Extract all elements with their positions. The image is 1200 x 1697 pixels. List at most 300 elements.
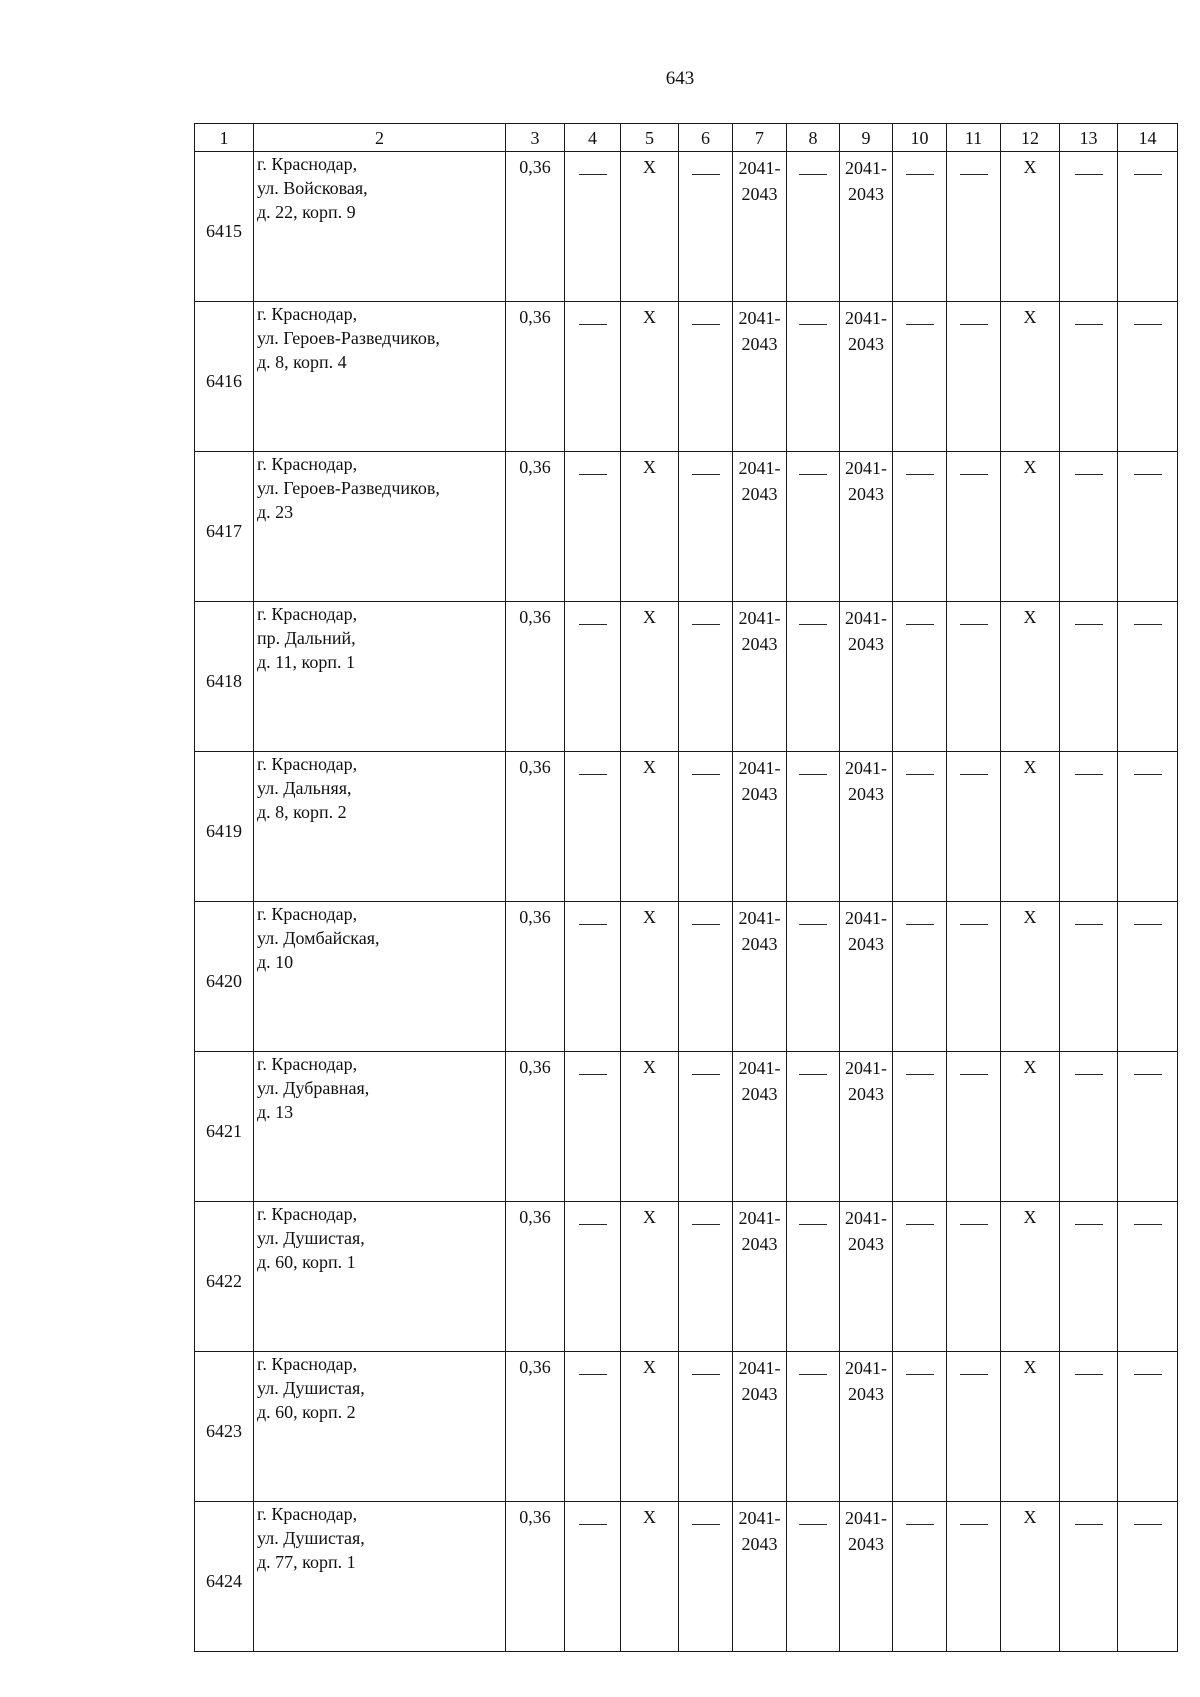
cell-c5: Х [621,902,679,1052]
dash-mark [579,624,607,626]
cell-c11 [947,452,1001,602]
cell-line: 2043 [848,484,884,504]
cell-line: 2043 [741,184,778,204]
cell-c4 [565,602,621,752]
cell-line: 2041- [845,758,887,778]
cell-c8 [787,1202,840,1352]
dash-mark [1134,624,1162,626]
cell-line: д. 60, корп. 2 [257,1402,356,1422]
dash-mark [1075,1224,1103,1226]
table-row [195,302,1178,452]
cell-line: ул. Домбайская, [257,928,380,948]
address-cell [254,1052,506,1202]
dash-mark [906,324,934,326]
column-header-14: 14 [1118,124,1178,152]
cell-line: г. Краснодар, [257,904,358,924]
cell-line: д. 8, корп. 2 [257,802,347,822]
cell-line: 2041- [738,1508,781,1528]
cell-c14 [1118,152,1178,302]
row-number [195,1202,254,1352]
cell-line: 2041- [738,758,781,778]
cell-c14 [1118,1202,1178,1352]
cell-c9-years [840,452,893,602]
cell-c7-years [733,1352,787,1502]
cell-c7-years [733,602,787,752]
cell-c7-years [733,1502,787,1652]
cell-line: 2041- [845,1208,887,1228]
cell-line: 2043 [848,334,884,354]
cell-line: 2041- [845,458,887,478]
cell-c8 [787,1502,840,1652]
cell-line: 2043 [741,634,778,654]
cell-c12: Х [1001,152,1060,302]
cell-c3: 0,36 [506,902,565,1052]
cell-line: ул. Душистая, [257,1528,365,1548]
cell-c3: 0,36 [506,152,565,302]
cell-c5: Х [621,1202,679,1352]
cell-line: ул. Героев-Разведчиков, [257,478,440,498]
column-header-6: 6 [679,124,733,152]
row-number-text: 6419 [206,820,242,841]
cell-c7-years [733,902,787,1052]
dash-mark [1134,1374,1162,1376]
dash-mark [960,474,988,476]
dash-mark [960,624,988,626]
dash-mark [960,1074,988,1076]
dash-mark [1134,1074,1162,1076]
dash-mark [1134,1224,1162,1226]
cell-line: 2041- [738,908,781,928]
cell-c14 [1118,1352,1178,1502]
dash-mark [1075,1074,1103,1076]
cell-c4 [565,1352,621,1502]
dash-mark [1134,474,1162,476]
cell-c14 [1118,1502,1178,1652]
column-header-8: 8 [787,124,840,152]
dash-mark [906,174,934,176]
cell-c5: Х [621,1052,679,1202]
cell-c11 [947,1202,1001,1352]
cell-line: ул. Дубравная, [257,1078,370,1098]
row-number-text: 6422 [206,1270,242,1291]
cell-c3: 0,36 [506,1052,565,1202]
cell-c7-years [733,1052,787,1202]
table-row [195,1352,1178,1502]
table-row [195,1052,1178,1202]
cell-c11 [947,1352,1001,1502]
cell-line: 2043 [848,1084,884,1104]
cell-line: 2041- [738,158,781,178]
dash-mark [692,1074,720,1076]
cell-c3: 0,36 [506,752,565,902]
cell-c7-years [733,1202,787,1352]
dash-mark [1075,1374,1103,1376]
cell-line: 2041- [845,908,887,928]
cell-line: г. Краснодар, [257,604,358,624]
row-number-text: 6416 [206,370,242,391]
column-header-11: 11 [947,124,1001,152]
cell-c11 [947,752,1001,902]
cell-c14 [1118,902,1178,1052]
cell-c5: Х [621,752,679,902]
cell-c13 [1060,152,1118,302]
cell-line: д. 77, корп. 1 [257,1552,356,1572]
cell-line: ул. Дальняя, [257,778,352,798]
cell-line: г. Краснодар, [257,1354,358,1374]
dash-mark [1075,324,1103,326]
cell-line: 2043 [741,1534,778,1554]
cell-line: г. Краснодар, [257,304,358,324]
cell-c8 [787,902,840,1052]
cell-c3: 0,36 [506,1202,565,1352]
cell-c10 [893,752,947,902]
cell-c11 [947,602,1001,752]
cell-line: ул. Душистая, [257,1228,365,1248]
dash-mark [692,1224,720,1226]
cell-c13 [1060,1202,1118,1352]
row-number-text: 6420 [206,970,242,991]
cell-c6 [679,752,733,902]
cell-c10 [893,152,947,302]
cell-line: 2043 [848,934,884,954]
cell-c3: 0,36 [506,1502,565,1652]
cell-line: 2043 [848,1234,884,1254]
cell-c9-years [840,1052,893,1202]
cell-line: 2043 [741,934,778,954]
cell-c9-years [840,1352,893,1502]
cell-line: 2043 [741,1234,778,1254]
cell-c14 [1118,302,1178,452]
cell-c13 [1060,1502,1118,1652]
cell-c6 [679,1052,733,1202]
row-number-text: 6423 [206,1420,242,1441]
cell-c5: Х [621,1502,679,1652]
dash-mark [692,474,720,476]
dash-mark [579,324,607,326]
cell-c12: Х [1001,1502,1060,1652]
column-header-1: 1 [195,124,254,152]
cell-c12: Х [1001,752,1060,902]
cell-c3: 0,36 [506,1352,565,1502]
address-cell [254,452,506,602]
cell-line: г. Краснодар, [257,754,358,774]
cell-line: 2041- [845,1508,887,1528]
cell-c6 [679,902,733,1052]
cell-c6 [679,302,733,452]
row-number-text: 6421 [206,1120,242,1141]
dash-mark [1134,324,1162,326]
cell-line: д. 11, корп. 1 [257,652,355,672]
row-number-text: 6424 [206,1570,242,1591]
column-header-7: 7 [733,124,787,152]
cell-line: пр. Дальний, [257,628,356,648]
cell-c13 [1060,902,1118,1052]
dash-mark [579,774,607,776]
column-header-9: 9 [840,124,893,152]
cell-c4 [565,1202,621,1352]
cell-c3: 0,36 [506,302,565,452]
cell-line: 2043 [848,634,884,654]
cell-c11 [947,1052,1001,1202]
dash-mark [906,1224,934,1226]
address-cell [254,1202,506,1352]
cell-line: г. Краснодар, [257,1204,358,1224]
cell-c13 [1060,602,1118,752]
row-number-text: 6418 [206,670,242,691]
address-cell [254,602,506,752]
dash-mark [579,924,607,926]
column-header-10: 10 [893,124,947,152]
dash-mark [1075,174,1103,176]
column-header-3: 3 [506,124,565,152]
cell-c5: Х [621,602,679,752]
address-cell [254,1502,506,1652]
row-number [195,602,254,752]
row-number-text: 6417 [206,520,242,541]
cell-line: 2043 [741,784,778,804]
dash-mark [579,1074,607,1076]
cell-c7-years [733,752,787,902]
dash-mark [579,1374,607,1376]
row-number [195,752,254,902]
address-cell [254,902,506,1052]
table-row [195,152,1178,302]
page-number: 643 [665,68,695,89]
cell-c10 [893,302,947,452]
cell-c12: Х [1001,1052,1060,1202]
cell-line: 2041- [738,1058,781,1078]
cell-c4 [565,752,621,902]
dash-mark [579,1224,607,1226]
cell-c5: Х [621,1352,679,1502]
cell-line: 2041- [738,1358,781,1378]
cell-c7-years [733,452,787,602]
cell-c12: Х [1001,1352,1060,1502]
cell-line: г. Краснодар, [257,154,358,174]
cell-c6 [679,452,733,602]
cell-c10 [893,1052,947,1202]
dash-mark [579,174,607,176]
cell-c9-years [840,1202,893,1352]
cell-c13 [1060,1352,1118,1502]
dash-mark [1075,474,1103,476]
cell-c14 [1118,1052,1178,1202]
dash-mark [692,174,720,176]
cell-line: 2041- [845,1058,887,1078]
dash-mark [906,924,934,926]
cell-c5: Х [621,452,679,602]
cell-line: 2041- [845,158,887,178]
cell-line: 2041- [845,608,887,628]
cell-c12: Х [1001,302,1060,452]
dash-mark [799,1374,827,1376]
cell-c13 [1060,1052,1118,1202]
cell-c8 [787,152,840,302]
register-table [194,123,1178,1652]
dash-mark [1075,774,1103,776]
cell-line: д. 23 [257,502,294,522]
column-header-4: 4 [565,124,621,152]
dash-mark [799,774,827,776]
dash-mark [799,1524,827,1526]
cell-line: д. 10 [257,952,294,972]
cell-c4 [565,1052,621,1202]
cell-c8 [787,452,840,602]
dash-mark [692,324,720,326]
cell-line: 2043 [848,784,884,804]
cell-line: 2043 [741,1384,778,1404]
cell-c12: Х [1001,1202,1060,1352]
dash-mark [906,474,934,476]
dash-mark [906,774,934,776]
dash-mark [960,324,988,326]
dash-mark [960,774,988,776]
cell-c9-years [840,302,893,452]
cell-line: 2041- [845,308,887,328]
cell-line: 2043 [741,334,778,354]
cell-line: 2043 [848,1384,884,1404]
dash-mark [960,1374,988,1376]
table-row [195,1202,1178,1352]
cell-c7-years [733,302,787,452]
dash-mark [692,924,720,926]
dash-mark [906,1374,934,1376]
cell-line: д. 8, корп. 4 [257,352,347,372]
cell-line: 2041- [738,458,781,478]
cell-c13 [1060,752,1118,902]
cell-c11 [947,1502,1001,1652]
dash-mark [579,474,607,476]
dash-mark [1134,924,1162,926]
cell-c10 [893,1352,947,1502]
cell-line: д. 60, корп. 1 [257,1252,356,1272]
column-header-2: 2 [254,124,506,152]
dash-mark [692,1524,720,1526]
cell-c14 [1118,452,1178,602]
cell-line: г. Краснодар, [257,1504,358,1524]
cell-c3: 0,36 [506,602,565,752]
cell-c11 [947,152,1001,302]
cell-c5: Х [621,152,679,302]
cell-c4 [565,452,621,602]
dash-mark [1075,1524,1103,1526]
dash-mark [1075,624,1103,626]
cell-line: 2041- [738,308,781,328]
cell-line: г. Краснодар, [257,1054,358,1074]
cell-c13 [1060,302,1118,452]
cell-c8 [787,1052,840,1202]
cell-c9-years [840,152,893,302]
dash-mark [799,624,827,626]
column-header-5: 5 [621,124,679,152]
cell-c12: Х [1001,452,1060,602]
cell-c10 [893,602,947,752]
cell-c8 [787,1352,840,1502]
cell-c12: Х [1001,602,1060,752]
cell-c9-years [840,602,893,752]
dash-mark [692,774,720,776]
cell-line: д. 22, корп. 9 [257,202,356,222]
row-number [195,452,254,602]
row-number [195,302,254,452]
cell-c14 [1118,752,1178,902]
table-row [195,452,1178,602]
header-row [195,124,1178,152]
table-row [195,602,1178,752]
column-header-12: 12 [1001,124,1060,152]
address-cell [254,302,506,452]
cell-c10 [893,1202,947,1352]
cell-c6 [679,1202,733,1352]
dash-mark [799,924,827,926]
dash-mark [1134,1524,1162,1526]
dash-mark [799,1074,827,1076]
cell-c4 [565,1502,621,1652]
cell-c6 [679,1502,733,1652]
cell-c8 [787,752,840,902]
cell-c11 [947,902,1001,1052]
cell-c11 [947,302,1001,452]
cell-c7-years [733,152,787,302]
row-number-text: 6415 [206,220,242,241]
table-row [195,752,1178,902]
cell-line: г. Краснодар, [257,454,358,474]
dash-mark [960,924,988,926]
cell-c9-years [840,752,893,902]
table-row [195,902,1178,1052]
dash-mark [960,1524,988,1526]
dash-mark [906,1074,934,1076]
cell-c3: 0,36 [506,452,565,602]
dash-mark [799,324,827,326]
address-cell [254,752,506,902]
cell-c9-years [840,902,893,1052]
cell-line: д. 13 [257,1102,294,1122]
address-cell [254,152,506,302]
dash-mark [1134,174,1162,176]
cell-c10 [893,452,947,602]
cell-line: 2041- [845,1358,887,1378]
cell-line: ул. Душистая, [257,1378,365,1398]
cell-c9-years [840,1502,893,1652]
row-number [195,1052,254,1202]
cell-c8 [787,302,840,452]
dash-mark [960,1224,988,1226]
cell-line: 2043 [848,1534,884,1554]
cell-line: 2043 [741,1084,778,1104]
row-number [195,152,254,302]
cell-c14 [1118,602,1178,752]
cell-c4 [565,902,621,1052]
cell-c6 [679,152,733,302]
cell-line: ул. Героев-Разведчиков, [257,328,440,348]
cell-c8 [787,602,840,752]
cell-c10 [893,1502,947,1652]
dash-mark [1075,924,1103,926]
row-number [195,1502,254,1652]
cell-c4 [565,152,621,302]
dash-mark [579,1524,607,1526]
row-number [195,1352,254,1502]
dash-mark [1134,774,1162,776]
address-cell [254,1352,506,1502]
dash-mark [692,1374,720,1376]
dash-mark [906,624,934,626]
cell-line: ул. Войсковая, [257,178,368,198]
dash-mark [906,1524,934,1526]
dash-mark [799,1224,827,1226]
dash-mark [799,474,827,476]
